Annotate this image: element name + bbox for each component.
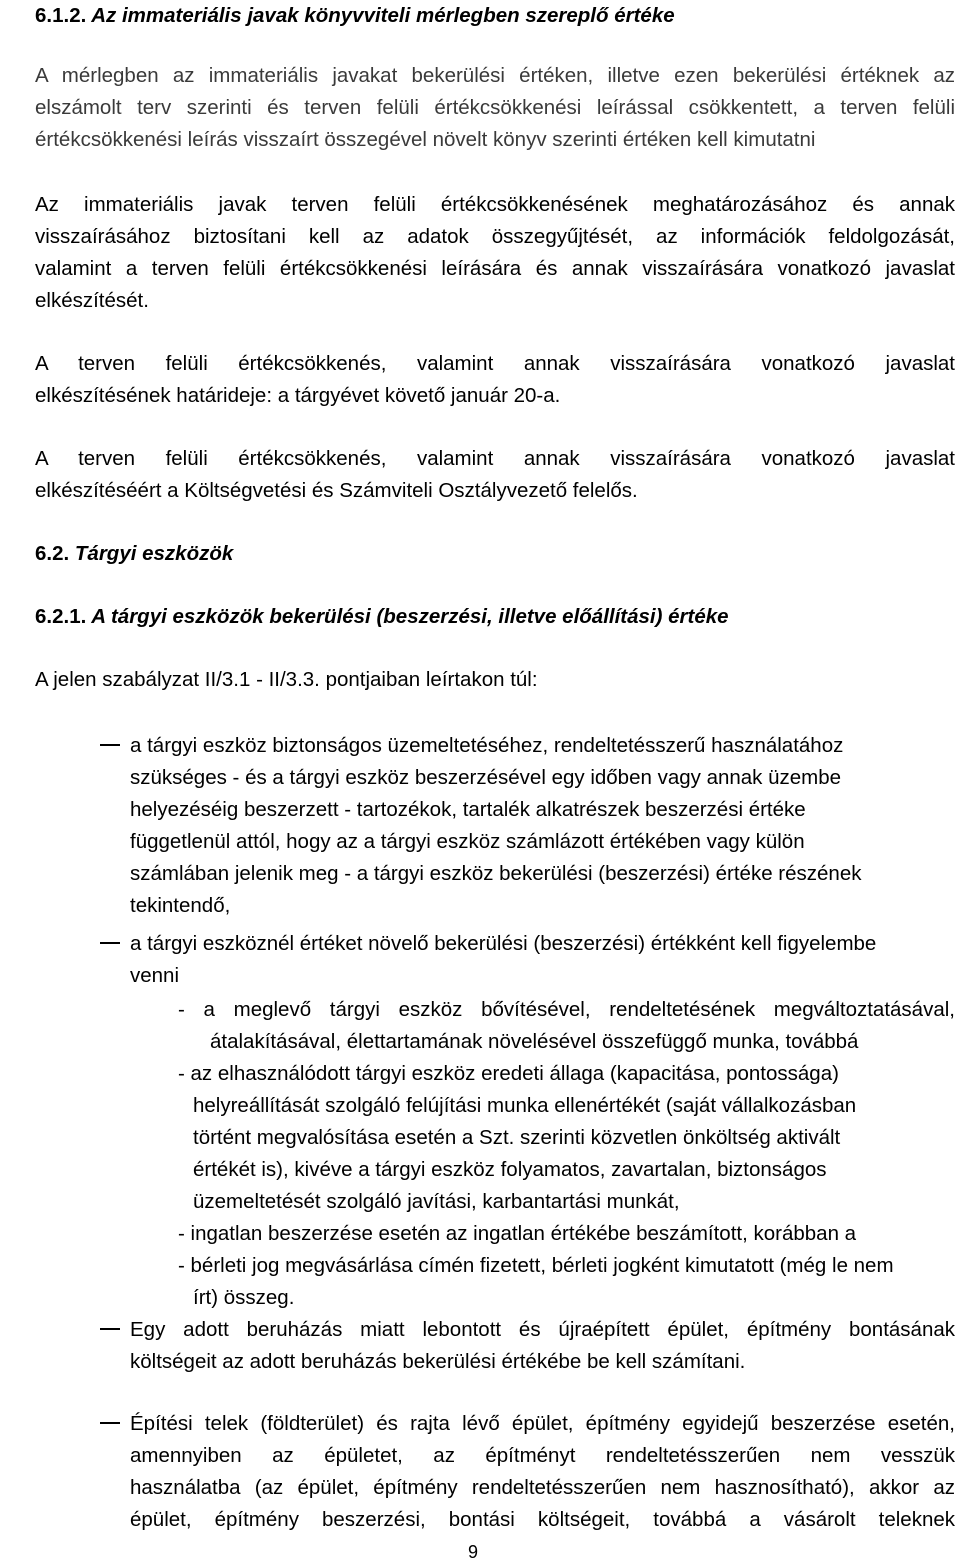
- sub-item-1-line: átalakításával, élettartamának növelésével összefüggő munka, továbbá: [210, 1030, 859, 1053]
- dash-bullet-icon: [100, 1328, 120, 1330]
- bullet-4-line: amennyiben az épületet, az építményt rendeltetésszerűen nem vesszük: [130, 1444, 955, 1467]
- bullet-2-line: a tárgyi eszköznél értéket növelő bekerülési (beszerzési) értékként kell figyelembe: [130, 932, 877, 955]
- bullet-3-line: Egy adott beruházás miatt lebontott és újraépített épület, építmény bontásának: [130, 1318, 955, 1341]
- paragraph-2-line: Az immateriális javak terven felüli értékcsökkenésének meghatározásához és annak: [35, 193, 955, 216]
- paragraph-3-line: A terven felüli értékcsökkenés, valamint annak visszaírására vonatkozó javaslat: [35, 352, 955, 375]
- bullet-4-line: Építési telek (földterület) és rajta lévő épület, építmény egyidejű beszerzése esetén,: [130, 1412, 955, 1435]
- paragraph-2-line: visszaírásához biztosítani kell az adatok összegyűjtését, az információk feldolgozását,: [35, 225, 955, 248]
- sub-item-2-line: helyreállítását szolgáló felújítási munka ellenértékét (saját vállalkozásban: [193, 1094, 857, 1117]
- sub-item-4-line: írt) összeg.: [193, 1286, 295, 1309]
- section-number: 6.1.2.: [35, 4, 87, 27]
- section-title: Az immateriális javak könyvviteli mérlegben szereplő értéke: [91, 4, 675, 27]
- bullet-1-line: szükséges - és a tárgyi eszköz beszerzésével egy időben vagy annak üzembe: [130, 766, 842, 789]
- paragraph-2-line: valamint a terven felüli értékcsökkenési leírására és annak visszaírására vonatkozó javaslat: [35, 257, 955, 280]
- dash-bullet-icon: [100, 1422, 120, 1424]
- section-title: Tárgyi eszközök: [74, 542, 234, 565]
- bullet-1-line: tekintendő,: [130, 894, 231, 917]
- sub-item-4-line: - bérleti jog megvásárlása címén fizetett, bérleti jogként kimutatott (még le nem: [178, 1254, 894, 1277]
- bullet-3-line: költségeit az adott beruházás bekerülési értékébe be kell számítani.: [130, 1350, 746, 1373]
- sub-item-2-line: üzemeltetését szolgáló javítási, karbantartási munkát,: [193, 1190, 680, 1213]
- bullet-1-line: helyezéséig beszerzett - tartozékok, tartalék alkatrészek beszerzési értéke: [130, 798, 806, 821]
- paragraph-1-line: értékcsökkenési leírás visszaírt összegével növelt könyv szerinti értéken kell kimutatni: [35, 128, 816, 151]
- sub-item-2-line: - az elhasználódott tárgyi eszköz eredeti állaga (kapacitása, pontossága): [178, 1062, 839, 1085]
- paragraph-1-line: A mérlegben az immateriális javakat bekerülési értéken, illetve ezen bekerülési értéknek az: [35, 64, 955, 87]
- paragraph-3-line: elkészítésének határideje: a tárgyévet követő január 20-a.: [35, 384, 561, 407]
- paragraph-4-line: A terven felüli értékcsökkenés, valamint annak visszaírására vonatkozó javaslat: [35, 447, 955, 470]
- sub-item-2-line: történt megvalósítása esetén a Szt. szerinti közvetlen önköltség aktivált: [193, 1126, 841, 1149]
- paragraph-4-line: elkészítéséért a Költségvetési és Számviteli Osztályvezető felelős.: [35, 479, 638, 502]
- bullet-4-line: épület, építmény beszerzési, bontási költségeit, továbbá a vásárolt teleknek: [130, 1508, 955, 1531]
- bullet-1-line: a tárgyi eszköz biztonságos üzemeltetéséhez, rendeltetésszerű használatához: [130, 734, 844, 757]
- bullet-1-line: függetlenül attól, hogy az a tárgyi eszköz számlázott értékében vagy külön: [130, 830, 805, 853]
- bullet-4-line: használatba (az épület, építmény rendeltetésszerűen nem hasznosítható), akkor az: [130, 1476, 955, 1499]
- paragraph-2-line: elkészítését.: [35, 289, 149, 312]
- section-heading-6-1-2: [35, 4, 675, 28]
- sub-item-1-line: - a meglevő tárgyi eszköz bővítésével, rendeltetésének megváltoztatásával,: [178, 998, 955, 1021]
- paragraph-1-line: elszámolt terv szerinti és terven felüli értékcsökkenési leírással csökkentett, a terven felüli: [35, 96, 955, 119]
- intro-text: A jelen szabályzat II/3.1 - II/3.3. pontjaiban leírtakon túl:: [35, 668, 538, 691]
- sub-item-3-line: - ingatlan beszerzése esetén az ingatlan értékébe beszámított, korábban a: [178, 1222, 857, 1245]
- section-heading-6-2: [35, 542, 233, 566]
- section-number: 6.2.: [35, 542, 70, 565]
- dash-bullet-icon: [100, 942, 120, 944]
- page-number: 9: [468, 1542, 479, 1562]
- bullet-2-line: venni: [130, 964, 180, 987]
- bullet-1-line: számlában jelenik meg - a tárgyi eszköz bekerülési (beszerzési) értéke részének: [130, 862, 862, 885]
- sub-item-2-line: értékét is), kivéve a tárgyi eszköz folyamatos, zavartalan, biztonságos: [193, 1158, 827, 1181]
- section-heading-6-2-1: [35, 605, 729, 629]
- section-number: 6.2.1.: [35, 605, 87, 628]
- dash-bullet-icon: [100, 744, 120, 746]
- section-title: A tárgyi eszközök bekerülési (beszerzési, illetve előállítási) értéke: [91, 605, 729, 628]
